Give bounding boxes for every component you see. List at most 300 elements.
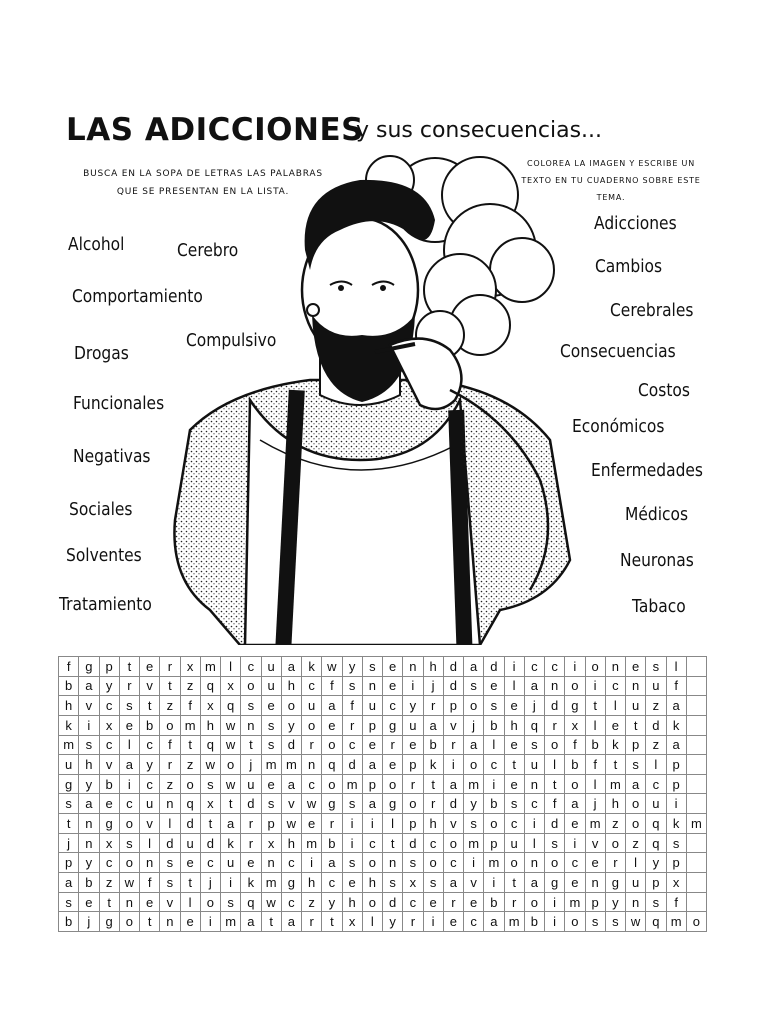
grid-cell: y: [140, 755, 160, 775]
grid-cell: v: [140, 677, 160, 697]
grid-cell: e: [302, 814, 322, 834]
grid-cell: u: [626, 696, 646, 716]
grid-cell: o: [565, 775, 585, 795]
grid-cell: o: [160, 716, 180, 736]
grid-cell: j: [79, 912, 99, 932]
grid-cell: [687, 834, 707, 854]
grid-cell: a: [565, 794, 585, 814]
grid-cell: e: [505, 696, 525, 716]
grid-cell: m: [464, 775, 484, 795]
grid-cell: f: [565, 736, 585, 756]
instruction-right: COLOREA LA IMAGEN Y ESCRIBE UN TEXTO EN TU CUADERNO SOBRE ESTE TEMA.: [521, 159, 701, 202]
grid-cell: w: [120, 873, 140, 893]
grid-cell: o: [201, 893, 221, 913]
grid-cell: i: [302, 853, 322, 873]
grid-cell: s: [160, 853, 180, 873]
grid-cell: i: [424, 912, 444, 932]
grid-cell: r: [343, 716, 363, 736]
grid-cell: p: [484, 834, 504, 854]
grid-cell: d: [484, 657, 504, 677]
grid-cell: b: [484, 716, 504, 736]
grid-cell: r: [383, 736, 403, 756]
grid-cell: e: [505, 736, 525, 756]
grid-cell: o: [464, 696, 484, 716]
grid-cell: i: [221, 873, 241, 893]
title-main: LAS ADICCIONES: [66, 112, 364, 148]
grid-cell: l: [545, 755, 565, 775]
grid-cell: r: [120, 677, 140, 697]
grid-cell: v: [282, 794, 302, 814]
grid-cell: h: [79, 755, 99, 775]
grid-cell: n: [403, 657, 423, 677]
grid-cell: p: [444, 696, 464, 716]
grid-cell: c: [343, 736, 363, 756]
grid-cell: i: [505, 657, 525, 677]
grid-cell: o: [322, 736, 342, 756]
grid-cell: d: [646, 716, 666, 736]
grid-cell: i: [464, 853, 484, 873]
grid-cell: v: [140, 814, 160, 834]
grid-cell: e: [343, 873, 363, 893]
grid-cell: k: [667, 716, 687, 736]
grid-cell: f: [545, 794, 565, 814]
grid-cell: r: [160, 657, 180, 677]
grid-cell: s: [464, 677, 484, 697]
grid-cell: o: [444, 834, 464, 854]
grid-cell: u: [403, 716, 423, 736]
grid-cell: s: [484, 696, 504, 716]
grid-cell: l: [363, 912, 383, 932]
grid-cell: u: [363, 696, 383, 716]
grid-cell: c: [484, 755, 504, 775]
grid-cell: s: [383, 873, 403, 893]
grid-cell: n: [241, 716, 261, 736]
grid-cell: c: [545, 657, 565, 677]
grid-cell: b: [484, 794, 504, 814]
grid-cell: o: [626, 794, 646, 814]
grid-cell: u: [302, 696, 322, 716]
grid-cell: t: [241, 736, 261, 756]
grid-cell: p: [262, 814, 282, 834]
grid-cell: m: [484, 853, 504, 873]
word-left-4: Compulsivo: [186, 330, 277, 351]
grid-cell: [687, 716, 707, 736]
grid-cell: a: [444, 775, 464, 795]
grid-cell: c: [302, 677, 322, 697]
grid-cell: c: [100, 736, 120, 756]
grid-cell: z: [160, 775, 180, 795]
word-left-6: Funcionales: [73, 393, 165, 414]
grid-cell: y: [282, 716, 302, 736]
grid-cell: k: [606, 736, 626, 756]
grid-cell: r: [606, 853, 626, 873]
grid-cell: v: [464, 873, 484, 893]
grid-cell: o: [403, 794, 423, 814]
grid-cell: g: [100, 814, 120, 834]
grid-cell: b: [322, 834, 342, 854]
grid-cell: f: [160, 736, 180, 756]
grid-cell: u: [262, 677, 282, 697]
grid-cell: h: [343, 893, 363, 913]
grid-cell: u: [262, 657, 282, 677]
grid-cell: k: [424, 755, 444, 775]
grid-cell: i: [667, 794, 687, 814]
grid-cell: g: [606, 873, 626, 893]
grid-cell: x: [201, 794, 221, 814]
grid-cell: c: [565, 853, 585, 873]
grid-cell: t: [586, 696, 606, 716]
grid-cell: y: [100, 677, 120, 697]
grid-cell: h: [424, 657, 444, 677]
grid-cell: c: [424, 834, 444, 854]
grid-cell: l: [586, 775, 606, 795]
grid-cell: v: [79, 696, 99, 716]
grid-cell: l: [667, 657, 687, 677]
grid-cell: l: [120, 736, 140, 756]
grid-cell: a: [363, 794, 383, 814]
grid-cell: [687, 755, 707, 775]
grid-cell: x: [403, 873, 423, 893]
grid-cell: g: [282, 873, 302, 893]
grid-cell: b: [586, 736, 606, 756]
grid-cell: o: [525, 893, 545, 913]
grid-cell: s: [424, 873, 444, 893]
grid-cell: r: [302, 912, 322, 932]
grid-cell: u: [181, 834, 201, 854]
grid-cell: b: [79, 873, 99, 893]
grid-cell: w: [322, 657, 342, 677]
grid-cell: k: [59, 716, 79, 736]
word-right-2: Cambios: [595, 256, 663, 277]
word-left-8: Sociales: [69, 499, 133, 520]
grid-cell: m: [505, 912, 525, 932]
grid-cell: a: [120, 755, 140, 775]
grid-cell: n: [525, 775, 545, 795]
grid-cell: o: [363, 853, 383, 873]
grid-cell: t: [140, 912, 160, 932]
grid-cell: p: [586, 893, 606, 913]
grid-cell: t: [545, 775, 565, 795]
grid-cell: n: [545, 677, 565, 697]
grid-cell: e: [120, 716, 140, 736]
grid-cell: c: [282, 853, 302, 873]
grid-cell: a: [444, 873, 464, 893]
grid-cell: s: [160, 873, 180, 893]
grid-cell: h: [201, 716, 221, 736]
grid-cell: c: [444, 853, 464, 873]
grid-cell: h: [282, 834, 302, 854]
grid-cell: c: [100, 696, 120, 716]
grid-cell: c: [403, 893, 423, 913]
grid-cell: s: [646, 657, 666, 677]
grid-cell: o: [221, 755, 241, 775]
grid-cell: i: [201, 912, 221, 932]
grid-cell: e: [383, 755, 403, 775]
grid-cell: [687, 794, 707, 814]
grid-cell: i: [343, 814, 363, 834]
grid-cell: e: [241, 853, 261, 873]
grid-cell: x: [100, 716, 120, 736]
grid-cell: s: [343, 794, 363, 814]
grid-cell: e: [565, 814, 585, 834]
grid-cell: n: [363, 677, 383, 697]
grid-cell: t: [201, 814, 221, 834]
grid-cell: a: [322, 853, 342, 873]
word-right-3: Cerebrales: [610, 300, 694, 321]
grid-cell: e: [505, 775, 525, 795]
grid-cell: c: [201, 853, 221, 873]
grid-cell: l: [181, 893, 201, 913]
grid-cell: t: [505, 755, 525, 775]
grid-cell: d: [545, 814, 565, 834]
grid-cell: s: [201, 775, 221, 795]
grid-cell: m: [262, 755, 282, 775]
grid-cell: o: [120, 853, 140, 873]
grid-cell: m: [464, 834, 484, 854]
grid-cell: n: [302, 755, 322, 775]
grid-cell: s: [363, 657, 383, 677]
grid-cell: c: [525, 794, 545, 814]
grid-cell: b: [140, 716, 160, 736]
grid-cell: z: [646, 736, 666, 756]
grid-cell: l: [525, 834, 545, 854]
grid-cell: e: [262, 696, 282, 716]
grid-cell: t: [606, 755, 626, 775]
grid-cell: k: [221, 834, 241, 854]
grid-cell: c: [363, 834, 383, 854]
grid-cell: c: [100, 853, 120, 873]
grid-cell: e: [100, 794, 120, 814]
man-smoking-illustration: [150, 140, 580, 645]
grid-cell: s: [464, 814, 484, 834]
grid-cell: i: [79, 716, 99, 736]
grid-cell: o: [424, 853, 444, 873]
grid-cell: r: [403, 912, 423, 932]
grid-cell: h: [59, 696, 79, 716]
grid-cell: k: [302, 657, 322, 677]
grid-cell: x: [262, 834, 282, 854]
grid-cell: l: [586, 716, 606, 736]
grid-cell: b: [424, 736, 444, 756]
grid-cell: c: [302, 775, 322, 795]
grid-cell: j: [59, 834, 79, 854]
word-right-4: Consecuencias: [560, 341, 676, 362]
grid-cell: [687, 696, 707, 716]
instruction-left: BUSCA EN LA SOPA DE LETRAS LAS PALABRAS QUE SE PRESENTAN EN LA LISTA.: [83, 169, 323, 197]
title-sub: y sus consecuencias...: [356, 118, 603, 143]
grid-cell: y: [322, 893, 342, 913]
word-right-8: Médicos: [625, 504, 689, 525]
grid-cell: o: [181, 775, 201, 795]
grid-cell: n: [79, 834, 99, 854]
grid-cell: c: [140, 775, 160, 795]
grid-cell: f: [586, 755, 606, 775]
grid-cell: q: [646, 834, 666, 854]
grid-cell: a: [464, 657, 484, 677]
grid-cell: f: [667, 677, 687, 697]
grid-cell: a: [282, 912, 302, 932]
grid-cell: g: [383, 716, 403, 736]
grid-cell: q: [201, 736, 221, 756]
grid-cell: r: [160, 755, 180, 775]
grid-cell: w: [201, 755, 221, 775]
grid-cell: m: [221, 912, 241, 932]
grid-cell: s: [59, 893, 79, 913]
grid-cell: y: [79, 853, 99, 873]
grid-cell: e: [606, 716, 626, 736]
grid-cell: r: [424, 794, 444, 814]
grid-cell: o: [505, 853, 525, 873]
grid-cell: s: [262, 794, 282, 814]
grid-cell: i: [565, 834, 585, 854]
grid-cell: y: [343, 657, 363, 677]
grid-cell: r: [241, 814, 261, 834]
grid-cell: a: [626, 775, 646, 795]
grid-cell: p: [59, 853, 79, 873]
grid-cell: c: [120, 794, 140, 814]
grid-cell: t: [100, 893, 120, 913]
grid-cell: v: [444, 716, 464, 736]
grid-cell: a: [667, 736, 687, 756]
grid-cell: t: [383, 834, 403, 854]
word-left-7: Negativas: [73, 446, 151, 467]
grid-cell: j: [525, 696, 545, 716]
grid-cell: i: [403, 677, 423, 697]
grid-cell: w: [626, 912, 646, 932]
grid-cell: b: [59, 677, 79, 697]
grid-cell: l: [221, 657, 241, 677]
grid-cell: g: [565, 696, 585, 716]
grid-cell: o: [322, 775, 342, 795]
grid-cell: s: [262, 716, 282, 736]
grid-cell: c: [383, 696, 403, 716]
grid-cell: q: [181, 794, 201, 814]
grid-cell: y: [403, 696, 423, 716]
grid-cell: m: [565, 893, 585, 913]
grid-cell: w: [282, 814, 302, 834]
grid-cell: s: [545, 834, 565, 854]
grid-cell: s: [120, 834, 140, 854]
grid-cell: r: [444, 736, 464, 756]
grid-cell: q: [241, 893, 261, 913]
grid-cell: i: [343, 834, 363, 854]
grid-cell: u: [140, 794, 160, 814]
grid-cell: [687, 853, 707, 873]
word-left-3: Comportamiento: [72, 286, 203, 307]
grid-cell: b: [484, 893, 504, 913]
grid-cell: p: [100, 657, 120, 677]
grid-cell: c: [282, 893, 302, 913]
grid-cell: [687, 677, 707, 697]
grid-cell: n: [79, 814, 99, 834]
grid-cell: f: [322, 677, 342, 697]
grid-cell: t: [181, 873, 201, 893]
grid-cell: w: [221, 736, 241, 756]
grid-cell: o: [383, 775, 403, 795]
grid-cell: s: [403, 853, 423, 873]
grid-cell: s: [79, 736, 99, 756]
grid-cell: m: [262, 873, 282, 893]
grid-cell: e: [626, 657, 646, 677]
grid-cell: l: [505, 677, 525, 697]
grid-cell: n: [160, 912, 180, 932]
word-right-5: Costos: [638, 380, 690, 401]
grid-cell: p: [363, 716, 383, 736]
grid-cell: r: [444, 893, 464, 913]
grid-cell: e: [484, 677, 504, 697]
grid-cell: i: [484, 775, 504, 795]
grid-cell: q: [322, 755, 342, 775]
grid-cell: i: [565, 657, 585, 677]
grid-cell: q: [525, 716, 545, 736]
grid-cell: p: [363, 775, 383, 795]
grid-cell: r: [424, 696, 444, 716]
grid-cell: n: [120, 893, 140, 913]
grid-cell: t: [140, 696, 160, 716]
grid-cell: h: [282, 677, 302, 697]
grid-cell: q: [201, 677, 221, 697]
grid-cell: p: [403, 814, 423, 834]
grid-cell: i: [363, 814, 383, 834]
grid-cell: a: [282, 657, 302, 677]
grid-cell: q: [646, 912, 666, 932]
grid-cell: m: [586, 814, 606, 834]
grid-cell: u: [525, 755, 545, 775]
word-right-6: Económicos: [572, 416, 665, 437]
grid-cell: l: [383, 814, 403, 834]
grid-cell: r: [302, 736, 322, 756]
grid-cell: n: [383, 853, 403, 873]
grid-cell: z: [646, 696, 666, 716]
grid-cell: c: [606, 677, 626, 697]
grid-cell: x: [221, 677, 241, 697]
word-left-2: Cerebro: [177, 240, 239, 261]
grid-cell: l: [646, 755, 666, 775]
grid-cell: [687, 893, 707, 913]
grid-cell: d: [282, 736, 302, 756]
grid-cell: o: [606, 834, 626, 854]
grid-cell: s: [262, 736, 282, 756]
grid-cell: k: [241, 873, 261, 893]
grid-cell: f: [140, 873, 160, 893]
grid-cell: s: [343, 853, 363, 873]
grid-cell: o: [120, 912, 140, 932]
grid-cell: z: [160, 696, 180, 716]
grid-cell: t: [262, 912, 282, 932]
grid-cell: v: [444, 814, 464, 834]
grid-cell: z: [181, 755, 201, 775]
grid-cell: o: [586, 657, 606, 677]
grid-cell: l: [160, 814, 180, 834]
grid-cell: g: [59, 775, 79, 795]
grid-cell: e: [79, 893, 99, 913]
grid-cell: w: [221, 775, 241, 795]
grid-cell: a: [525, 677, 545, 697]
grid-cell: s: [626, 755, 646, 775]
grid-cell: i: [484, 873, 504, 893]
grid-cell: e: [140, 893, 160, 913]
grid-cell: a: [282, 775, 302, 795]
grid-cell: d: [444, 794, 464, 814]
grid-cell: l: [626, 853, 646, 873]
grid-cell: a: [79, 677, 99, 697]
grid-cell: u: [505, 834, 525, 854]
grid-cell: d: [343, 755, 363, 775]
word-right-9: Neuronas: [620, 550, 694, 571]
grid-cell: i: [120, 775, 140, 795]
grid-cell: d: [383, 893, 403, 913]
grid-cell: x: [667, 873, 687, 893]
